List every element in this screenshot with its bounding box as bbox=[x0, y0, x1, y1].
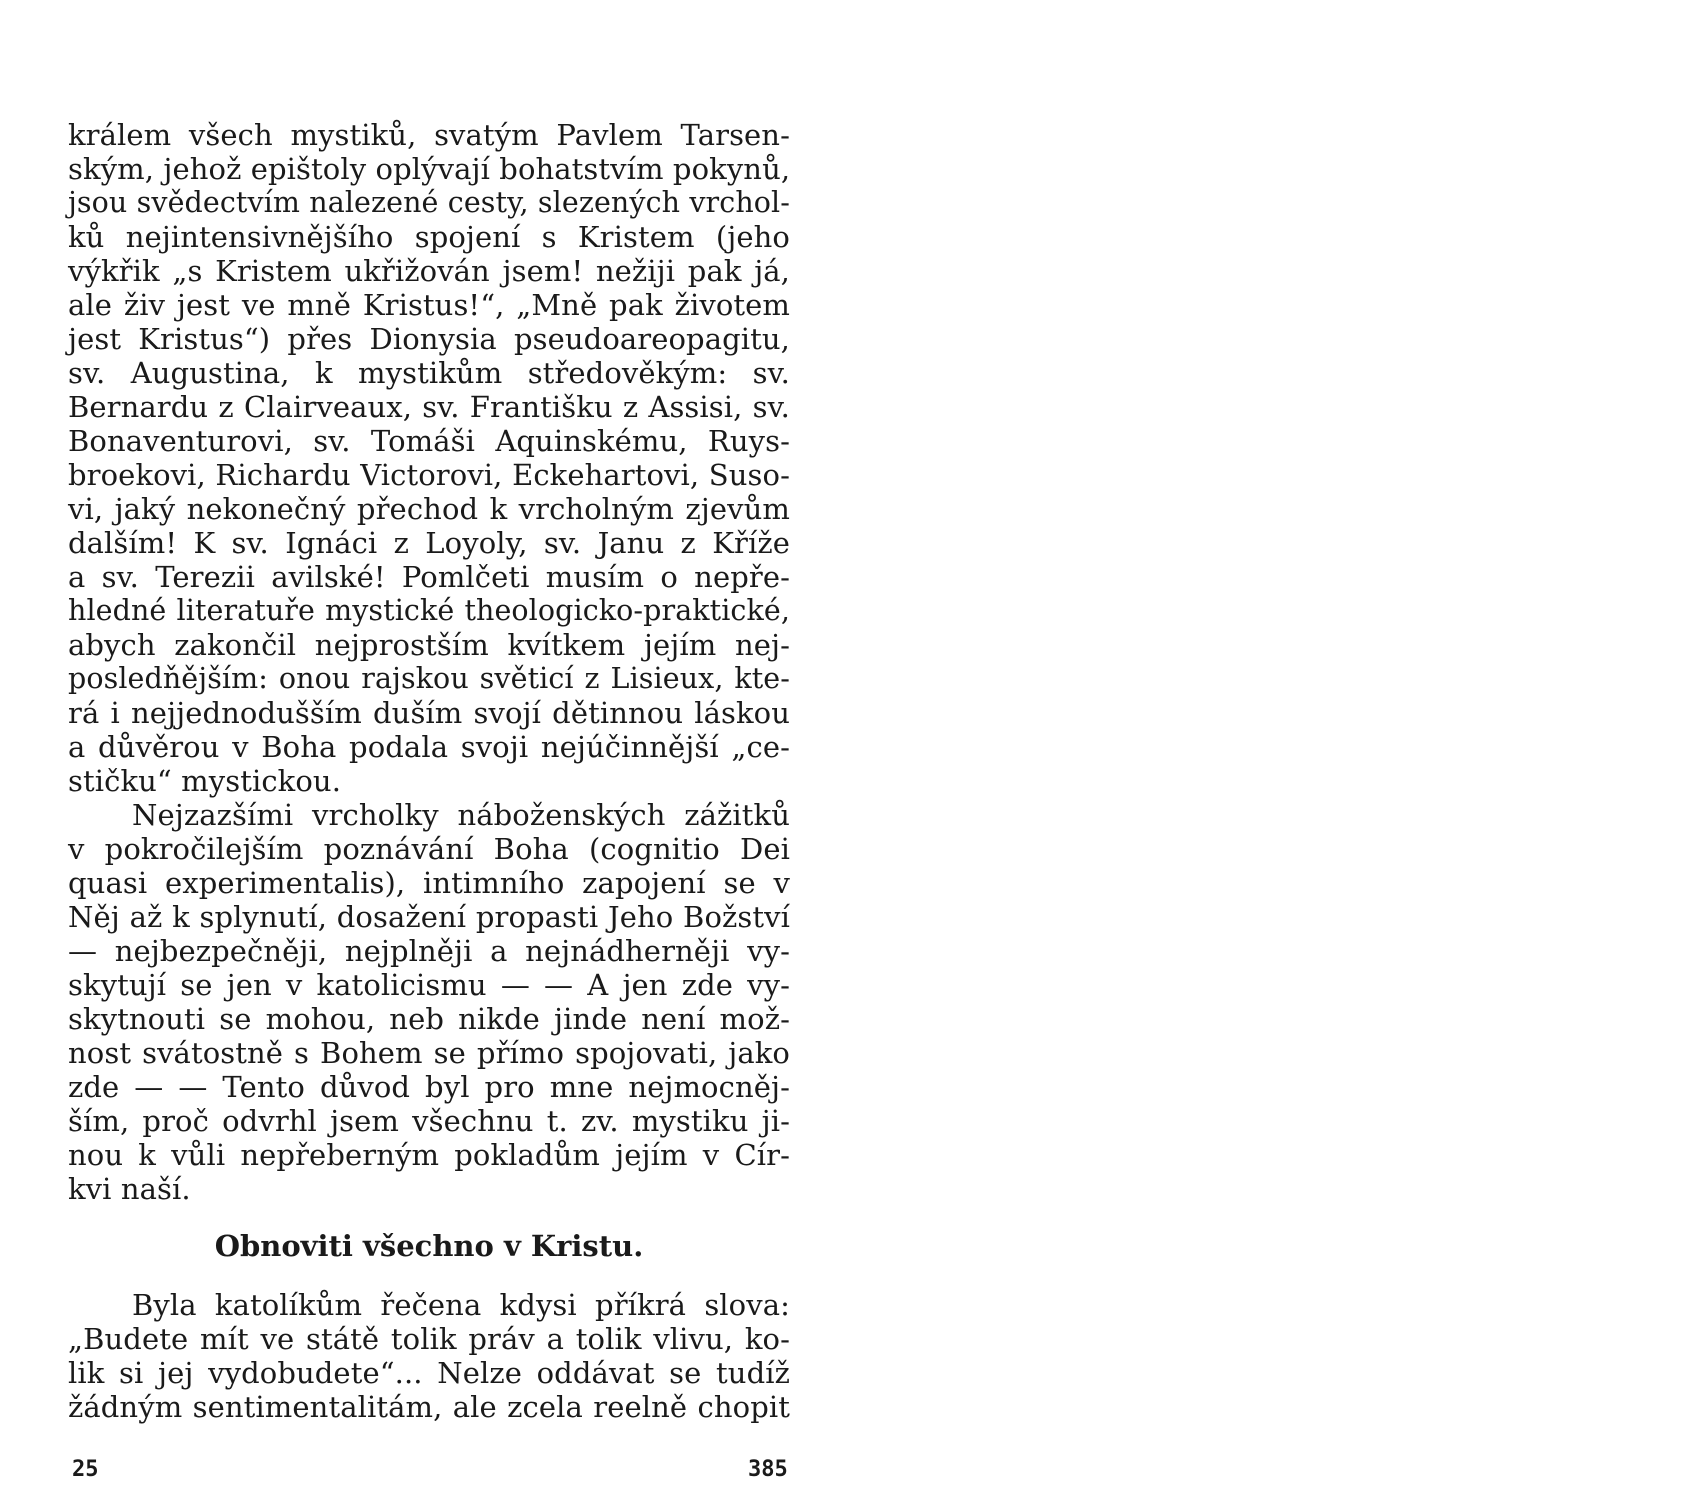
text-line: nou k vůli nepřeberným pokladům jejím v Cír- bbox=[68, 1138, 790, 1172]
text-line: Nejzazšími vrcholky náboženských zážitků bbox=[132, 798, 790, 832]
text-line: ším, proč odvrhl jsem všechnu t. zv. mystiku ji- bbox=[68, 1104, 790, 1138]
text-line: rá i nejjednodušším duším svojí dětinnou láskou bbox=[68, 696, 790, 730]
text-line: kvi naší. bbox=[68, 1172, 191, 1206]
left-closing-paragraph bbox=[68, 1288, 790, 1424]
text-line: broekovi, Richardu Victorovi, Eckehartovi, Suso- bbox=[68, 458, 790, 492]
left-body-text bbox=[68, 118, 790, 1206]
text-line: — nejbezpečněji, nejplněji a nejnádherněji vy- bbox=[68, 934, 790, 968]
signature-mark: 25 bbox=[72, 1457, 99, 1482]
text-line: abych zakončil nejprostším kvítkem jejím nej- bbox=[68, 628, 790, 662]
text-line: lik si jej vydobudete“... Nelze oddávat se tudíž bbox=[68, 1356, 790, 1390]
text-line: skytují se jen v katolicismu — — A jen zde vy- bbox=[68, 968, 790, 1002]
text-line: stičku“ mystickou. bbox=[68, 764, 342, 798]
text-line: Něj až k splynutí, dosažení propasti Jeho Božství bbox=[68, 900, 790, 934]
text-line: zde — — Tento důvod byl pro mne nejmocněj- bbox=[68, 1070, 790, 1104]
text-line: posledňějším: onou rajskou světicí z Lisieux, kte- bbox=[68, 662, 790, 695]
text-line: nost svátostně s Bohem se přímo spojovati, jako bbox=[68, 1036, 790, 1070]
text-line: sv. Augustina, k mystikům středověkým: sv. bbox=[68, 356, 790, 390]
page-number-left: 385 bbox=[748, 1457, 788, 1482]
text-line: králem všech mystiků, svatým Pavlem Tarsen- bbox=[68, 118, 790, 152]
text-line: quasi experimentalis), intimního zapojení se v bbox=[68, 866, 790, 900]
text-line: jsou svědectvím nalezené cesty, slezených vrchol- bbox=[68, 186, 790, 219]
text-line: jest Kristus“) přes Dionysia pseudoareopagitu, bbox=[68, 322, 790, 356]
text-line: žádným sentimentalitám, ale zcela reelně chopit bbox=[68, 1390, 790, 1424]
text-line: Bernardu z Clairveaux, sv. Františku z Assisi, sv. bbox=[68, 390, 790, 424]
text-line: ků nejintensivnějšího spojení s Kristem (jeho bbox=[68, 220, 790, 254]
text-line: ale živ jest ve mně Kristus!“, „Mně pak životem bbox=[68, 288, 790, 322]
right-page bbox=[846, 0, 1692, 1500]
text-line: v pokročilejším poznávání Boha (cognitio Dei bbox=[68, 832, 790, 866]
text-line: výkřik „s Kristem ukřižován jsem! nežiji pak já, bbox=[68, 254, 790, 288]
text-line: skytnouti se mohou, neb nikde jinde není mož- bbox=[68, 1002, 790, 1036]
text-line: Bonaventurovi, sv. Tomáši Aquinskému, Ruys- bbox=[68, 424, 790, 458]
text-line: „Budete mít ve státě tolik práv a tolik vlivu, ko- bbox=[68, 1322, 790, 1356]
text-line: ským, jehož epištoly oplývají bohatstvím pokynů, bbox=[68, 152, 791, 186]
text-line: a sv. Terezii avilské! Pomlčeti musím o nepře- bbox=[68, 560, 790, 594]
text-line: a důvěrou v Boha podala svoji nejúčinnější „ce- bbox=[68, 730, 790, 764]
text-line: vi, jaký nekonečný přechod k vrcholným zjevům bbox=[68, 492, 790, 526]
text-line: Byla katolíkům řečena kdysi příkrá slova: bbox=[132, 1288, 790, 1322]
section-heading: Obnoviti všechno v Kristu. bbox=[214, 1229, 644, 1263]
text-line: dalším! K sv. Ignáci z Loyoly, sv. Janu z Kříže bbox=[68, 526, 790, 560]
text-line: hledné literatuře mystické theologicko-praktické, bbox=[68, 594, 790, 627]
